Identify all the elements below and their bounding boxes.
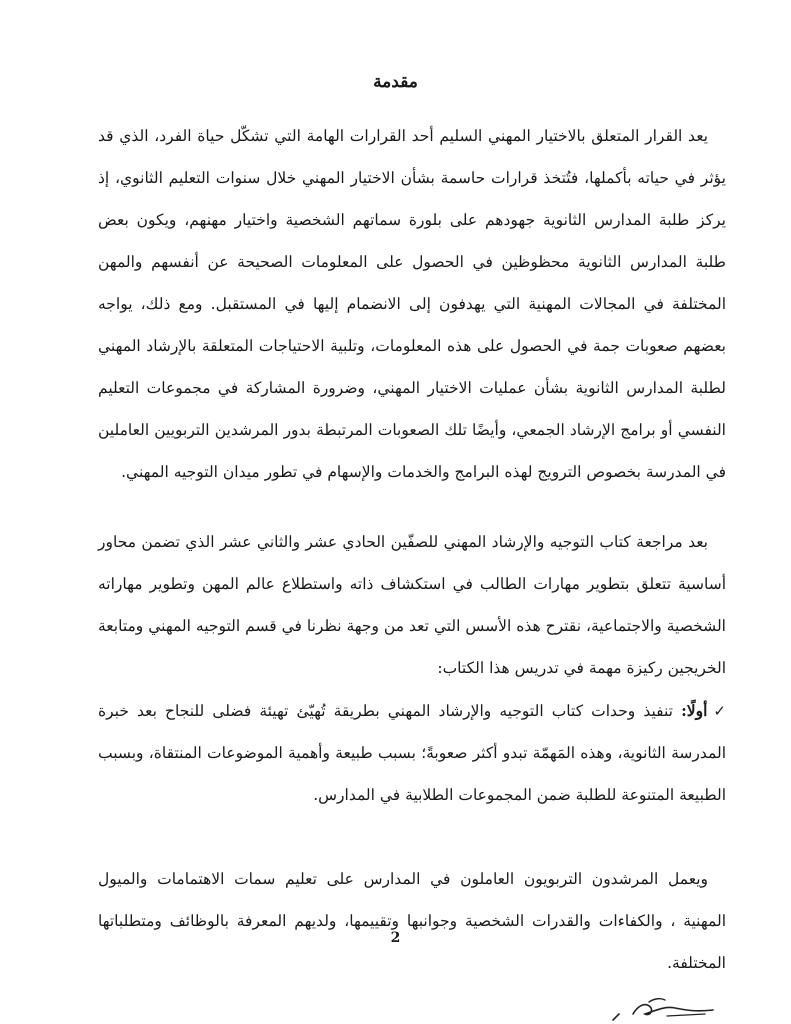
- paragraph-introduction: يعد القرار المتعلق بالاختيار المهني السليم أحد القرارات الهامة التي تشكّل حياة الفرد، الذي قد يؤثر في حياته بأكملها، فتُتخذ قرارات حاسمة بشأن الاختيار المهني خلال سنوات التعليم الثانوي، إذ يركز طلبة المدارس الثانوية جهودهم على بلورة سماتهم الشخصية واختيار مهنهم، ويكون بعض طلبة المدارس الثانوية محظوظين في الحصول على المعلومات الصحيحة عن أنفسهم والمهن المختلفة في المجالات المهنية التي يهدفون إلى الانضمام إليها في المستقبل. ومع ذلك، يواجه بعضهم صعوبات جمة في الحصول على هذه المعلومات، وتلبية الاحتياجات المتعلقة بالإرشاد المهني لطلبة المدارس الثانوية بشأن عمليات الاختيار المهني، وضرورة المشاركة في مجموعات التعليم النفسي أو برامج الإرشاد الجمعي، وأيضًا تلك الصعوبات المرتبطة بدور المرشدين التربويين العاملين في المدرسة بخصوص الترويج لهذه البرامج والخدمات والإسهام في تطور ميدان التوجيه المهني.: [98, 127, 726, 481]
- page-number: 2: [390, 930, 401, 946]
- paragraph-book-review: بعد مراجعة كتاب التوجيه والإرشاد المهني للصفّين الحادي عشر والثاني عشر الذي تضمن محاور أساسية تتعلق بتطوير مهارات الطالب في استكشاف ذاته واستطلاع عالم المهن وتطوير مهاراته الشخصية والاجتماعية، نقترح هذه الأسس التي تعد من وجهة نظرنا في قسم التوجيه المهني ومتابعة الخريجين ركيزة مهمة في تدريس هذا الكتاب:: [98, 533, 726, 677]
- checkmark-icon: ✓: [713, 702, 726, 720]
- bullet-lead: أولًا:: [681, 701, 708, 720]
- paragraph-counselors: ويعمل المرشدون التربويون العاملون في المدارس على تعليم سمات الاهتمامات والميول المهنية ، والكفاءات والقدرات الشخصية وجوانبها وتقييمها، ولديهم المعرفة بالوظائف ومتطلباتها المختلفة.: [98, 870, 726, 972]
- bullet-item-first: [98, 690, 726, 816]
- bullet-text: تنفيذ وحدات كتاب التوجيه والإرشاد المهني بطريقة تُهيّئ تهيئة فضلى للنجاح بعد خبرة المدرسة الثانوية، وهذه المَهمّة تبدو أكثر صعوبةً؛ بسبب طبيعة وأهمية الموضوعات المنتقاة، وبسبب الطبيعة المتنوعة للطلبة ضمن المجموعات الطلابية في المدارس.: [98, 702, 726, 804]
- page-title: مقدمة: [373, 72, 418, 92]
- handwritten-signature: [605, 990, 725, 1024]
